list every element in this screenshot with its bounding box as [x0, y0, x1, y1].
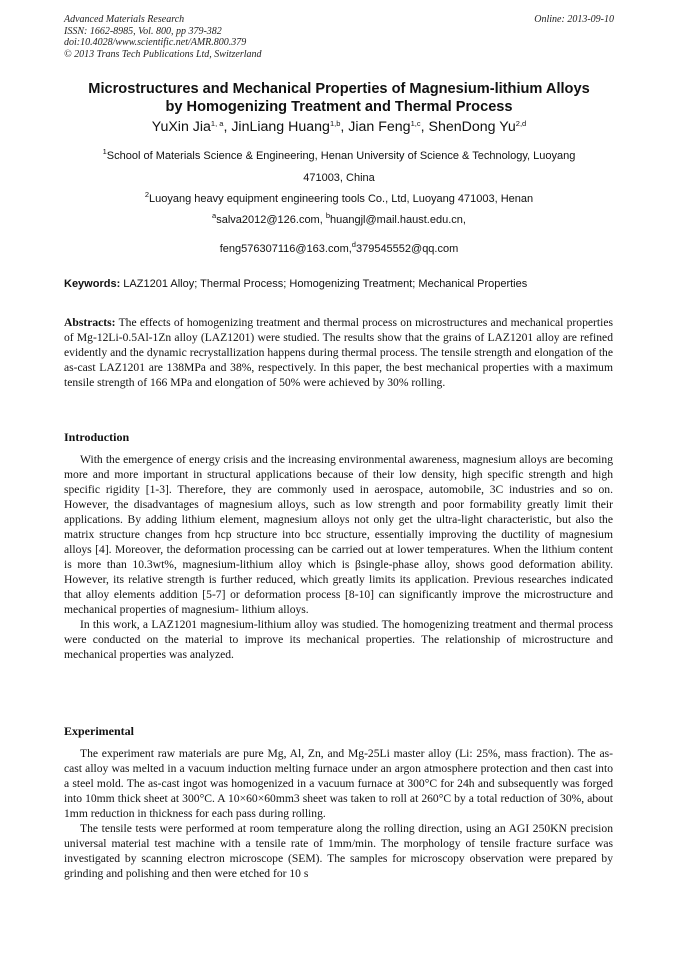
author-sup: 1,b: [329, 119, 341, 128]
email-sup: a: [212, 211, 217, 220]
author-sep: ,: [420, 119, 429, 135]
experimental-heading: Experimental: [64, 724, 134, 738]
author-name: ShenDong Yu: [428, 119, 516, 135]
author-name: JinLiang Huang: [231, 119, 330, 135]
email-sup: b: [325, 211, 331, 220]
author-sep: ,: [223, 119, 232, 135]
keywords: [64, 278, 624, 290]
email-line-2: [58, 240, 620, 255]
author-sup: 1,c: [410, 119, 421, 128]
paragraph: The experiment raw materials are pure Mg, Al, Zn, and Mg-25Li master alloy (Li: 25%, mass fraction). The as-cast alloy was melted in a vacuum induction melting furnace under an argon atmosphere protection and then cast into a steel mold. The as-cast ingot was homogenized in a vacuum furnace at 300°C for 24h and subsequently was forged into 10mm thick sheet at 300°C. A 10×60×60mm3 sheet was taken to roll at 260°C by a total reduction of 30%, about 1mm reduction in thickness for each pass during rolling.: [64, 747, 613, 820]
journal-header: [64, 14, 262, 60]
email-sup: d: [351, 240, 356, 249]
online-date: Online: 2013-09-10: [534, 14, 614, 25]
email-a: salva2012@126.com,: [216, 214, 326, 226]
author-sup: 1, a: [210, 119, 224, 128]
aff-sup: 2: [144, 190, 150, 199]
email-d: 379545552@qq.com: [355, 243, 459, 255]
affiliation-2: [58, 190, 620, 205]
affiliation-1: [58, 147, 620, 162]
issn-line: ISSN: 1662-8985, Vol. 800, pp 379-382: [64, 25, 222, 37]
paragraph: In this work, a LAZ1201 magnesium-lithium alloy was studied. The homogenizing treatment and thermal process were conducted on the material to improve its mechanical properties. The relationship of microstructure and mechanical properties was analyzed.: [64, 618, 613, 661]
abstract-label: Abstracts:: [64, 316, 116, 329]
doi-line: doi:10.4028/www.scientific.net/AMR.800.379: [64, 37, 247, 49]
aff-text: Luoyang heavy equipment engineering tools Co., Ltd, Luoyang 471003, Henan: [149, 193, 534, 205]
title-line-1: Microstructures and Mechanical Properties of Magnesium-lithium Alloys: [88, 81, 590, 97]
keywords-label: Keywords:: [64, 278, 121, 290]
affiliation-1-cont: 471003, China: [303, 172, 375, 184]
paragraph: The tensile tests were performed at room temperature along the rolling direction, using an AGI 250KN precision universal material test machine with a tensile rate of 1mm/min. The morphology of tensile fracture surface was investigated by scanning electron microscope (SEM). The samples for microscopy observation were prepared by grinding and polishing and then were etched for 10 s: [64, 822, 613, 880]
paragraph: With the emergence of energy crisis and the increasing environmental awareness, magnesium alloys are becoming more and more important in structural applications because of their low density, high specific strength and high specific rigidity [1-3]. Therefore, they are commonly used in aerospace, automobile, 3C industries and so on. However, the disadvantages of magnesium alloys, such as low strength and poor formability greatly limit their applications. By adding lithium element, magnesium alloys not only get the ultra-light characteristic, but also the matrix structure changes from hcp structure into bcc structure, essentially improving the ductility of magnesium alloys [4]. Moreover, the deformation processing can be carried out at lower temperatures. When the lithium content is more than 10.3wt%, magnesium-lithium alloy which is βsingle-phase alloy, shows good deformation ability. However, its relative strength is further reduced, which greatly limits its application. Previous researches indicated that alloy elements addition [5-7] or deformation process [8-10] can significantly improve the microstructure and mechanical properties of magnesium- lithium alloys.: [64, 453, 613, 616]
journal-name: Advanced Materials Research: [64, 14, 185, 25]
keywords-text: LAZ1201 Alloy; Thermal Process; Homogenizing Treatment; Mechanical Properties: [120, 278, 528, 290]
title-line-2: by Homogenizing Treatment and Thermal Process: [165, 99, 513, 115]
aff-text: School of Materials Science & Engineering, Henan University of Science & Technology, Luoyang: [106, 150, 576, 162]
author-name: YuXin Jia: [151, 119, 211, 135]
introduction-heading: Introduction: [64, 430, 130, 444]
abstract: [64, 315, 613, 390]
experimental-body: [64, 746, 613, 881]
email-c: feng576307116@163.com,: [219, 243, 352, 255]
paper-title: [40, 80, 638, 116]
author-sep: ,: [340, 119, 349, 135]
author-list: [40, 119, 638, 135]
author-name: Jian Feng: [348, 119, 411, 135]
copyright-line: © 2013 Trans Tech Publications Ltd, Switzerland: [64, 48, 262, 60]
introduction-body: [64, 452, 613, 662]
email-b: huangjl@mail.haust.edu.cn,: [330, 214, 466, 226]
abstract-text: The effects of homogenizing treatment and thermal process on microstructures and mechanical properties of Mg-12Li-0.5Al-1Zn alloy (LAZ1201) were studied. The results show that the grains of LAZ1201 alloy are refined evidently and the dynamic recrystallization happens during thermal process. The tensile strength and elongation of the as-cast LAZ1201 are 138MPa and 38%, respectively. In this paper, the best mechanical properties with a maximum tensile strength of 166 MPa and elongation of 50% were achieved by 30% rolling.: [64, 316, 613, 389]
aff-sup: 1: [102, 147, 107, 156]
email-line-1: [58, 211, 620, 226]
author-sup: 2,d: [515, 119, 527, 128]
